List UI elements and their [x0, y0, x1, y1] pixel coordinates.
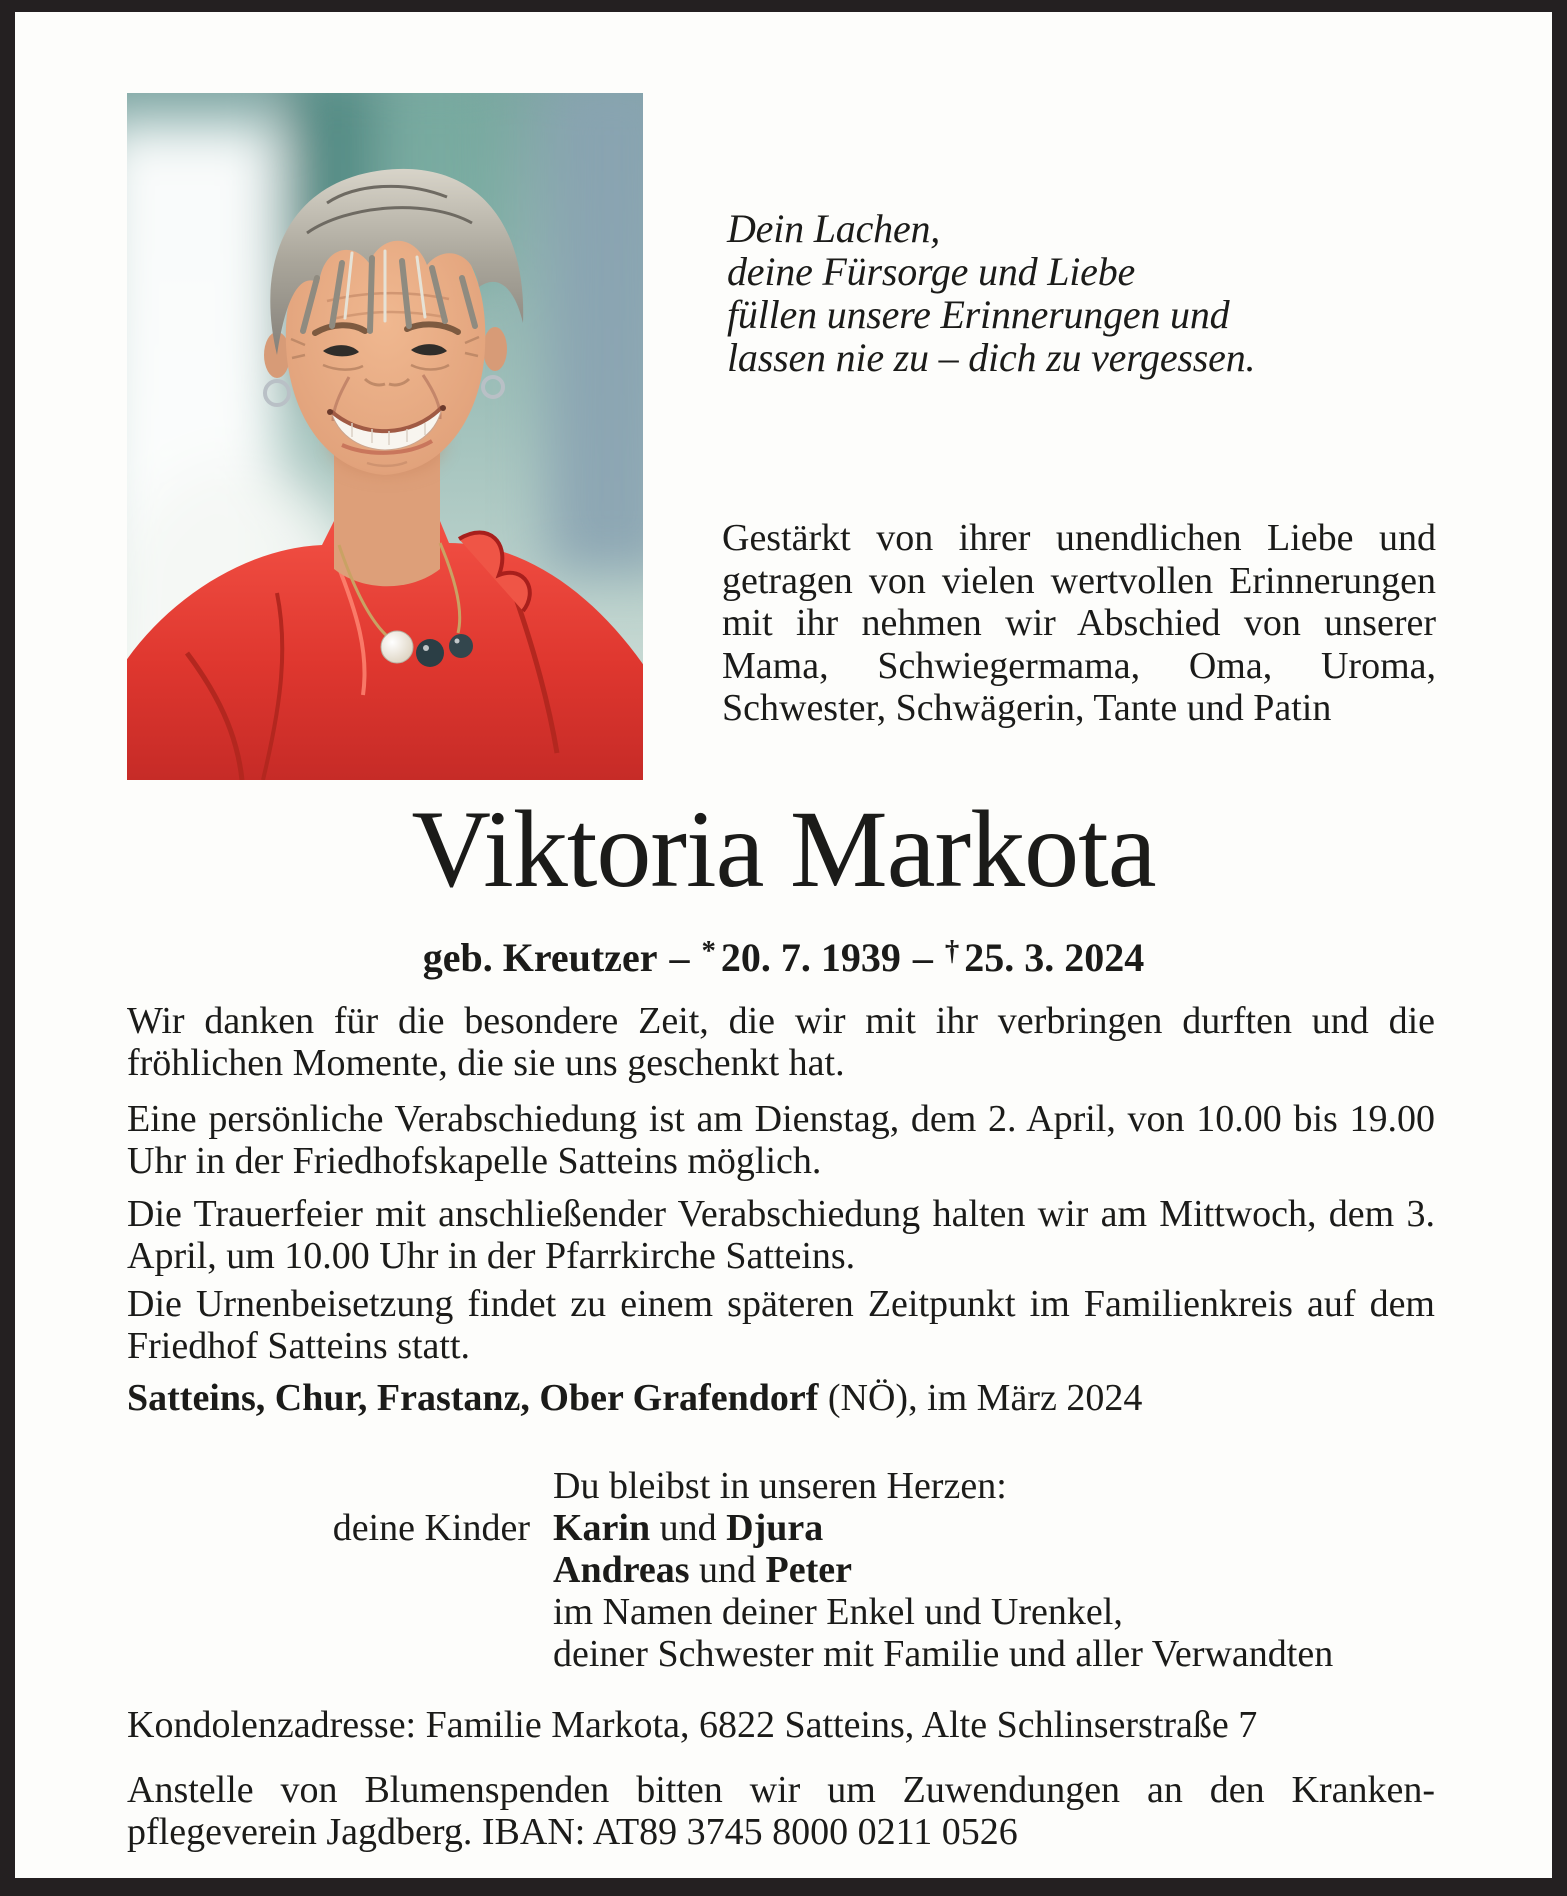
right-ear [483, 327, 507, 371]
urn-burial-paragraph: Die Urnenbeisetzung findet zu einem späteren Zeitpunkt im Familienkreis auf dem Friedhof Satteins statt. [127, 1283, 1435, 1367]
died-symbol: † [944, 935, 960, 967]
memorial-verse [727, 207, 1255, 379]
verse-line-2: deine Fürsorge und Liebe [727, 249, 1136, 294]
relatives-line: deiner Schwester mit Familie und aller Verwandten [553, 1633, 1334, 1675]
condolence-address-line: Kondolenzadresse: Familie Markota, 6822 Satteins, Alte Schlinserstraße 7 [127, 1704, 1258, 1746]
funeral-service-paragraph: Die Trauerfeier mit anschließender Verabschiedung halten wir am Mittwoch, dem 3. April, um 10.00 Uhr in der Pfarrkirche Satteins. [127, 1193, 1435, 1277]
child-name: Karin [553, 1507, 651, 1549]
verse-line-4: lassen nie zu – dich zu vergessen. [727, 335, 1256, 380]
connector: und [650, 1507, 727, 1549]
children-row-2 [553, 1549, 1333, 1591]
places-regular: (NÖ), im März 2024 [818, 1377, 1143, 1419]
birth-date: 20. 7. 1939 [720, 934, 901, 980]
children-row-1 [553, 1507, 1333, 1549]
verse-line-1: Dein Lachen, [727, 206, 941, 251]
child-name: Djura [726, 1507, 824, 1549]
death-date: 25. 3. 2024 [964, 934, 1145, 980]
farewell-heading: Du bleibst in unseren Herzen: [553, 1465, 1007, 1507]
dash-separator: – [912, 934, 933, 980]
portrait-photo-illustration [127, 93, 643, 780]
verse-line-3: füllen unsere Erinnerungen und [727, 292, 1230, 337]
places-date-line [127, 1377, 1507, 1419]
children-label: deine Kinder [332, 1507, 530, 1549]
intro-paragraph: Gestärkt von ihrer unendlichen Liebe und getragen von vielen wertvollen Erinnerungen mit ihr nehmen wir Abschied von unserer Mama, Schwiegermama, Oma, Uroma, Schwester, Schwägerin, Tante und Patin [722, 517, 1436, 729]
thanks-paragraph: Wir danken für die besondere Zeit, die wir mit ihr verbringen durften und die fröhlichen Momente, die sie uns geschenkt hat. [127, 1000, 1435, 1084]
grandchildren-line: im Namen deiner Enkel und Urenkel, [553, 1591, 1123, 1633]
birth-name: geb. Kreutzer [422, 934, 658, 980]
viewing-paragraph: Eine persönliche Verabschiedung ist am Dienstag, dem 2. April, von 10.00 bis 19.00 Uhr in der Friedhofskapelle Satteins möglich. [127, 1098, 1435, 1182]
family-names-block [553, 1507, 1333, 1675]
child-name: Peter [765, 1549, 853, 1591]
places-bold: Satteins, Chur, Frastanz, Ober Grafendorf [127, 1377, 819, 1419]
connector: und [689, 1549, 766, 1591]
child-name: Andreas [553, 1549, 690, 1591]
born-symbol: * [701, 935, 716, 967]
birth-death-line [0, 929, 1567, 980]
donation-paragraph: Anstelle von Blumenspenden bitten wir um Zuwendungen an den Krankenpflegeverein Jagdberg. IBAN: AT89 3745 8000 0211 0526 [127, 1769, 1435, 1853]
deceased-name: Viktoria Markota [411, 788, 1156, 910]
portrait-photo [127, 93, 643, 780]
dash-separator: – [669, 934, 690, 980]
